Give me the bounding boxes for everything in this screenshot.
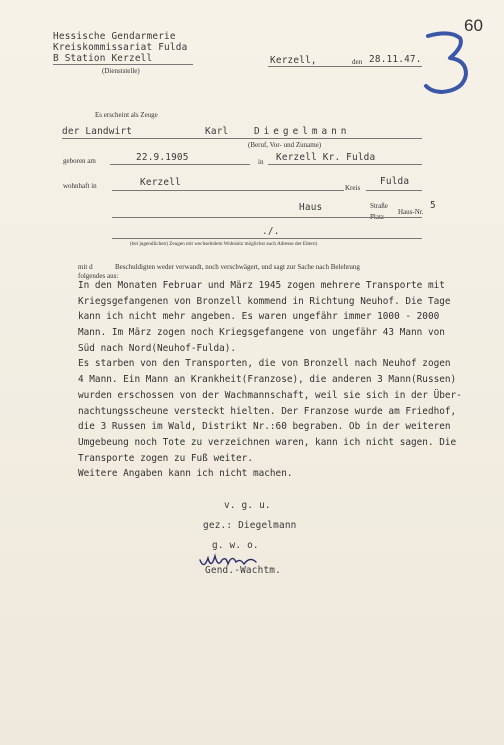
closing-rank: Gend.-Wachtm. [205, 565, 281, 576]
statement-line: kann ich nicht mehr angeben. Es waren ungefähr immer 1000 - 2000 [78, 311, 440, 323]
closing-signed: gez.: Diegelmann [203, 520, 297, 531]
address-rule [112, 217, 422, 218]
statement-line: Transporte zogen zu Fuß weiter. [78, 452, 253, 464]
header-line-2: Kreiskommissariat Fulda [53, 42, 188, 53]
statement-body [78, 278, 462, 482]
statement-line: Es starben von den Transporten, die von Bronzell nach Neuhof zogen [78, 358, 451, 370]
closing-vgu: v. g. u. [224, 500, 271, 511]
residence: Kerzell [140, 177, 181, 188]
relation-line-2: folgendes aus: [78, 272, 119, 280]
statement-line: die 3 Russen im Wald, Distrikt Nr.:60 begraben. Ob in der weiteren [78, 421, 451, 433]
witness-intro: Es erscheint als Zeuge [95, 111, 158, 119]
date-rule [366, 66, 422, 67]
name-caption: (Beruf, Vor- und Zuname) [248, 141, 322, 149]
witness-last-name: Diegelmann [254, 126, 351, 137]
statement-line: nachtungsscheune versteckt hielten. Der Franzose wurde am Friedhof, [78, 405, 457, 417]
born-place-rule [268, 164, 422, 165]
kreis-label: Kreis [345, 184, 361, 192]
statement-line: 4 Mann. Ein Mann an Krankheit(Franzose), die anderen 3 Mann(Russen) [78, 374, 457, 386]
hausnr-label: Haus-Nr. [398, 208, 424, 216]
statement-line: Weitere Angaben kann ich nicht machen. [78, 468, 293, 480]
residence-rule [112, 190, 344, 191]
place: Kerzell, [270, 55, 317, 66]
statement-line: Mann. Im März zogen noch Kriegsgefangene von ungefähr 43 Mann von [78, 327, 445, 339]
witness-first-name: Karl [205, 126, 229, 137]
page-number: 60 [464, 16, 483, 35]
date-label: den [352, 58, 363, 66]
born-label: geboren am [63, 157, 96, 165]
platz-label: Platz [370, 213, 384, 221]
in-label: in [258, 158, 264, 166]
statement-line: wurden erschossen von der Wachmannschaft, weil sie sich in der Über- [78, 389, 462, 401]
relation-prefix: mit d [78, 263, 93, 271]
dienststelle-caption: (Dienststelle) [102, 67, 140, 75]
handwritten-number-icon [420, 28, 474, 98]
born-date: 22.9.1905 [136, 152, 189, 163]
dienststelle-rule [53, 64, 193, 65]
kreis: Fulda [380, 176, 410, 187]
name-rule [62, 138, 422, 139]
header-line-1: Hessische Gendarmerie [53, 31, 176, 42]
residence-label: wohnhaft in [63, 182, 97, 190]
relation-line-1: Beschuldigten weder verwandt, noch verschwägert, und sagt zur Sache nach Belehrung [115, 263, 360, 271]
statement-line: Umgebeung noch Tote zu verzeichnen waren, kann ich nicht sagen. Die [78, 436, 457, 448]
witness-role: der Landwirt [62, 126, 133, 137]
statement-line: In den Monaten Februar und März 1945 zogen mehrere Transporte mit [78, 280, 445, 291]
kreis-rule [366, 190, 422, 191]
parents-note: (bei jugendlichen) Zeugen mit wechselndem Wohnsitz möglichst auch Adresse der Eltern) [130, 241, 318, 247]
statement-line: Kriegsgefangenen von Bronzell kommend in Richtung Neuhof. Die Tage [78, 295, 451, 307]
date: 28.11.47. [369, 54, 422, 65]
note-rule [112, 238, 422, 239]
hausnr: 5 [430, 200, 436, 211]
closing-gwo: g. w. o. [212, 540, 259, 551]
place-rule [268, 66, 368, 67]
haus-text: Haus [299, 202, 323, 213]
slash-mark: ./. [262, 226, 280, 237]
statement-line: Süd nach Nord(Neuhof-Fulda). [78, 342, 237, 354]
strasse-label: Straße [370, 202, 388, 210]
header-line-3: B Station Kerzell [53, 53, 153, 64]
born-date-rule [110, 164, 250, 165]
born-place: Kerzell Kr. Fulda [276, 152, 376, 163]
